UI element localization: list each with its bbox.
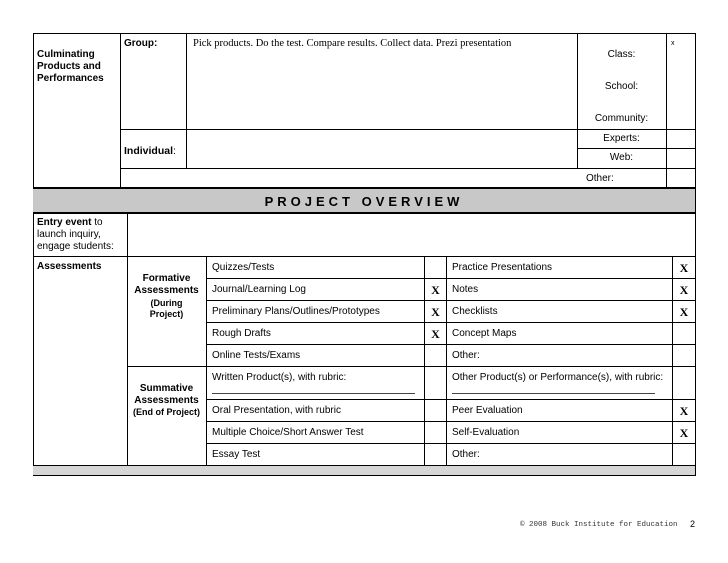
audience-experts-label: Experts: — [603, 133, 640, 144]
summative-other-products-line[interactable] — [452, 393, 655, 394]
individual-colon: : — [173, 145, 176, 157]
assessments-label: Assessments — [37, 261, 102, 272]
formative-label-1: Formative — [142, 273, 191, 284]
section-title-line-2: Products and — [37, 61, 101, 72]
formative-item-rough-drafts: Rough Drafts — [212, 328, 271, 339]
summative-item-oral-presentation: Oral Presentation, with rubric — [212, 405, 341, 416]
formative-check-notes[interactable]: X — [679, 283, 689, 297]
formative-check-practice-presentations[interactable]: X — [679, 261, 689, 275]
audience-class-label: Class: — [607, 49, 636, 60]
formative-label-2: Assessments — [134, 285, 199, 296]
group-input-area[interactable] — [187, 34, 576, 128]
summative-label-3: (End of Project) — [133, 407, 200, 417]
entry-event-line-2: launch inquiry, — [37, 229, 101, 240]
formative-check-journal[interactable]: X — [431, 283, 440, 297]
summative-item-self-evaluation: Self-Evaluation — [452, 427, 520, 438]
audience-other-label: Other: — [586, 173, 614, 184]
summative-label-1: Summative — [139, 383, 194, 394]
formative-item-checklists: Checklists — [452, 306, 498, 317]
formative-check-prelim-plans[interactable]: X — [431, 305, 440, 319]
summative-check-self-evaluation[interactable]: X — [679, 426, 689, 440]
summative-item-multiple-choice: Multiple Choice/Short Answer Test — [212, 427, 364, 438]
summative-written-product-line[interactable] — [212, 393, 415, 394]
entry-event-input-area[interactable] — [128, 214, 694, 256]
summative-item-written-product: Written Product(s), with rubric: — [212, 372, 347, 383]
audience-school-label: School: — [604, 81, 639, 92]
formative-check-checklists[interactable]: X — [679, 305, 689, 319]
individual-label-wrap — [124, 145, 176, 157]
formative-check-rough-drafts[interactable]: X — [431, 327, 440, 341]
formative-item-online-tests: Online Tests/Exams — [212, 350, 301, 361]
formative-item-journal: Journal/Learning Log — [212, 284, 306, 295]
summative-item-other: Other: — [452, 449, 480, 460]
audience-class-mark[interactable]: x — [671, 40, 675, 47]
formative-item-notes: Notes — [452, 284, 479, 295]
entry-event-to: to — [91, 217, 103, 228]
summative-item-essay-test: Essay Test — [212, 449, 261, 460]
formative-label-4: Project) — [149, 309, 184, 319]
entry-event-line-3: engage students: — [37, 241, 114, 252]
entry-event-bold: Entry event — [37, 217, 92, 228]
summative-check-peer-evaluation[interactable]: X — [679, 404, 689, 418]
entry-event-line-1 — [37, 217, 103, 229]
summative-item-peer-evaluation: Peer Evaluation — [452, 405, 523, 416]
group-value[interactable]: Pick products. Do the test. Compare results. Collect data. Prezi presentation — [193, 38, 512, 49]
formative-item-quizzes: Quizzes/Tests — [212, 262, 275, 273]
audience-community-label: Community: — [594, 113, 649, 124]
audience-web-label: Web: — [609, 152, 634, 163]
formative-item-concept-maps: Concept Maps — [452, 328, 517, 339]
formative-item-other: Other: — [452, 350, 480, 361]
individual-input-area[interactable] — [187, 130, 576, 167]
formative-item-practice-presentations: Practice Presentations — [452, 262, 553, 273]
project-overview-title: PROJECT OVERVIEW — [264, 194, 464, 209]
section-title-line-1: Culminating — [37, 49, 95, 60]
summative-label-2: Assessments — [134, 395, 199, 406]
footer-shade — [33, 466, 695, 475]
group-label: Group: — [124, 38, 158, 49]
section-title-line-3: Performances — [37, 73, 104, 84]
formative-item-prelim-plans: Preliminary Plans/Outlines/Prototypes — [212, 306, 380, 317]
formative-label-3: (During — [150, 298, 183, 308]
individual-label: Individual — [124, 145, 174, 157]
summative-item-other-products: Other Product(s) or Performance(s), with rubric: — [452, 372, 664, 383]
copyright-notice: © 2008 Buck Institute for Education — [520, 521, 678, 529]
page-number: 2 — [690, 519, 696, 529]
